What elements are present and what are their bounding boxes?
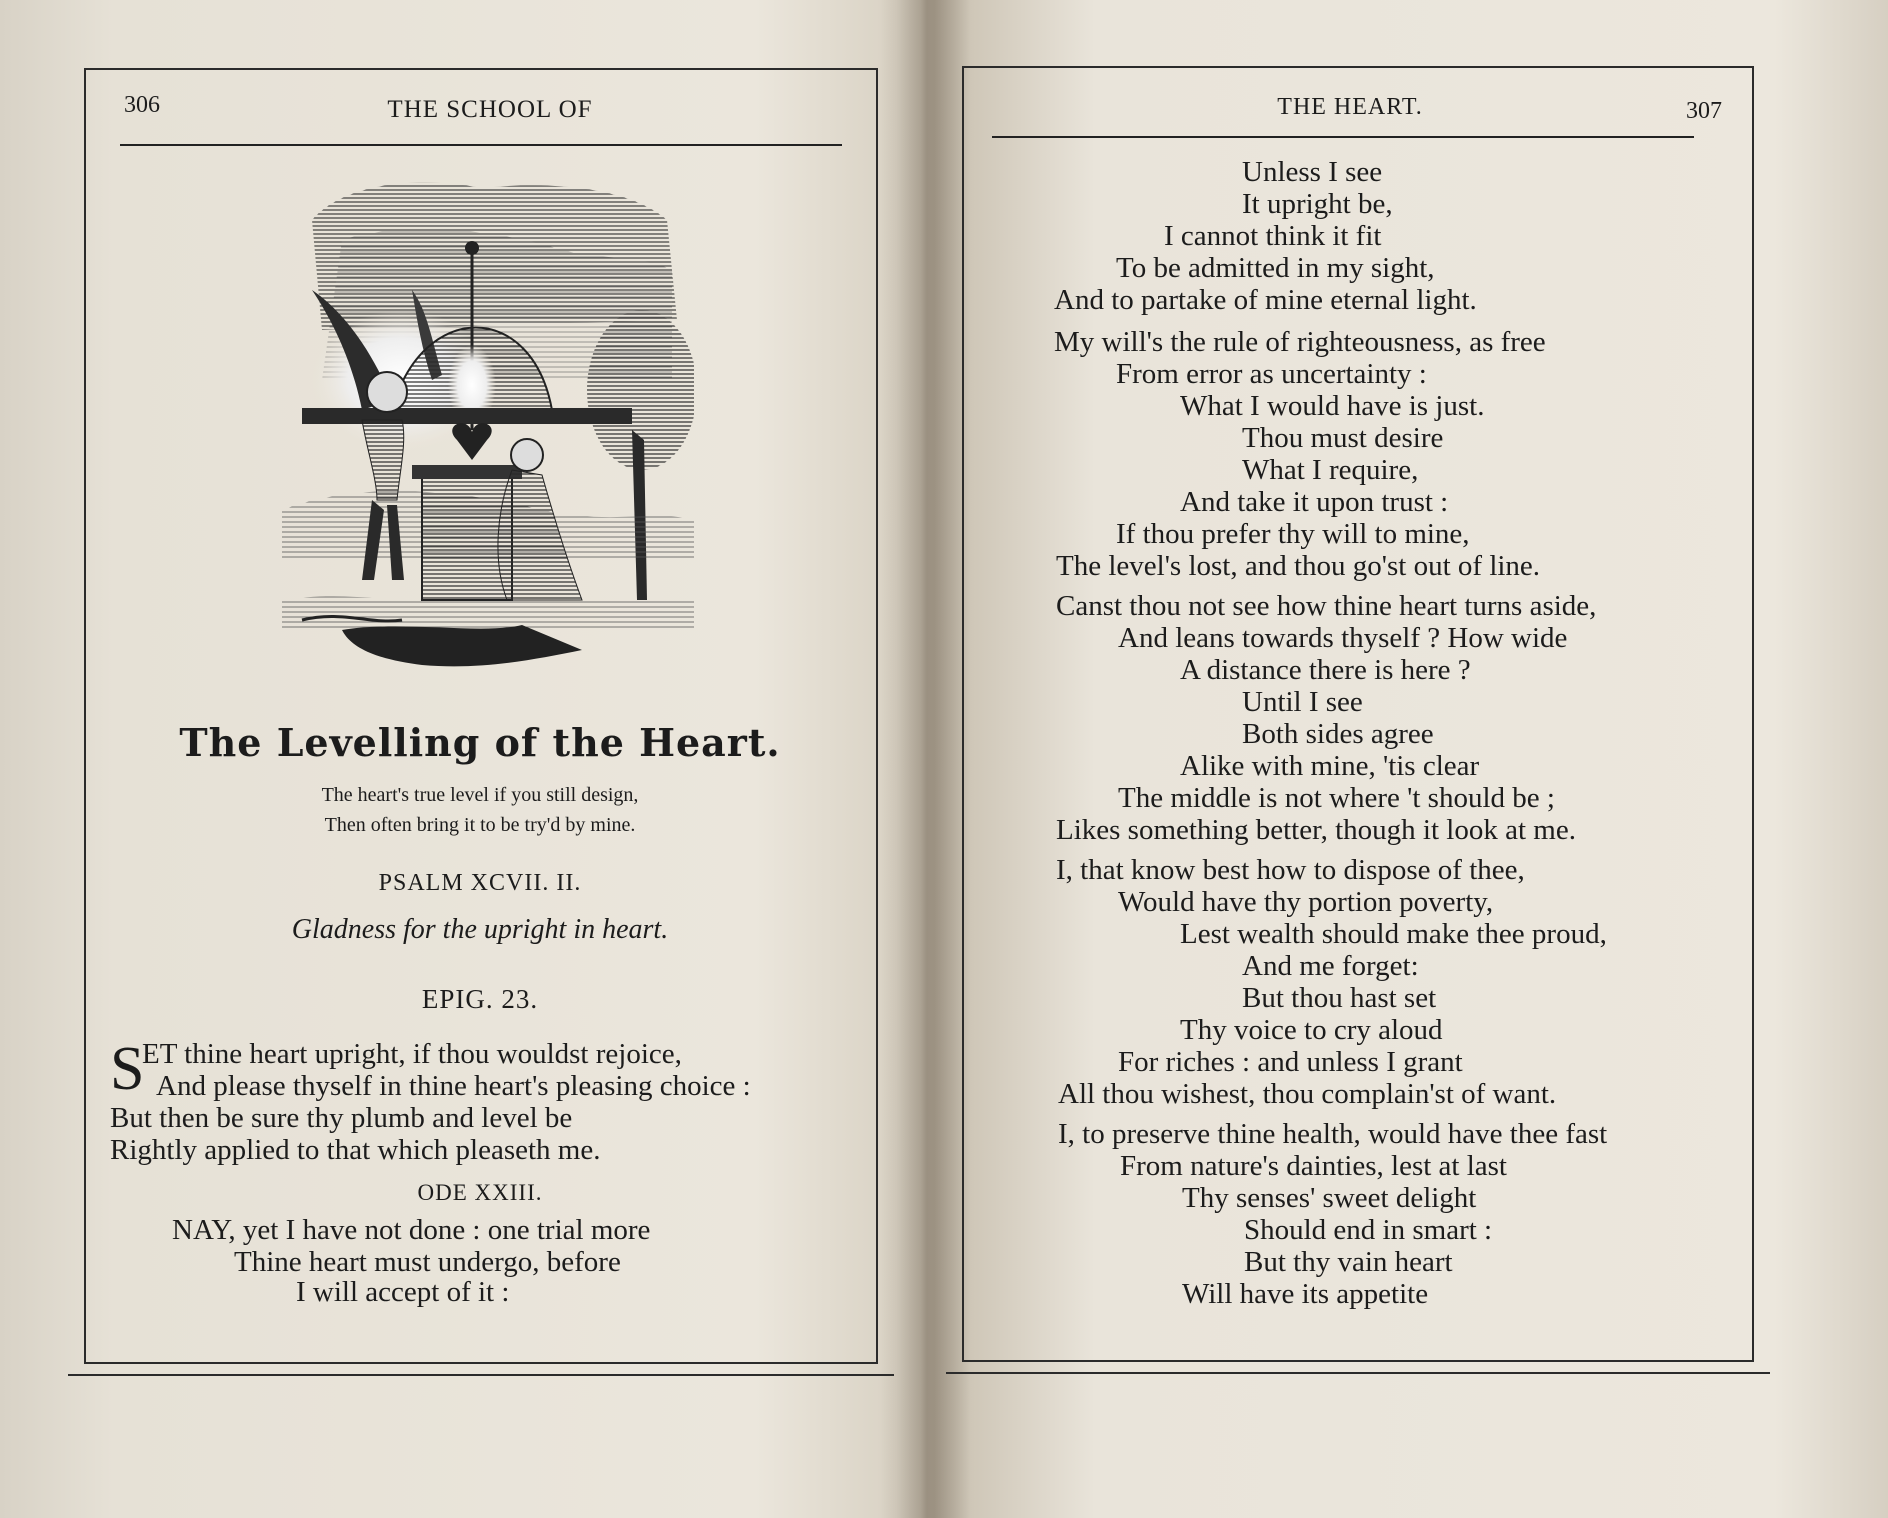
poem-line: My will's the rule of righteousness, as free (1054, 326, 1546, 358)
left-page-number: 306 (124, 92, 160, 118)
poem-line: If thou prefer thy will to mine, (1116, 518, 1470, 550)
ode-line-2: Thine heart must undergo, before (234, 1246, 621, 1278)
couplet-line-1: The heart's true level if you still design, (321, 784, 639, 806)
poem-line: Until I see (1242, 686, 1363, 718)
poem-line: And me forget: (1242, 950, 1419, 982)
poem-line: But thy vain heart (1244, 1246, 1453, 1278)
poem-line: Likes something better, though it look at me. (1056, 814, 1576, 846)
poem-line: To be admitted in my sight, (1116, 252, 1435, 284)
poem-line: Both sides agree (1242, 718, 1434, 750)
poem-line: The middle is not where 't should be ; (1118, 782, 1555, 814)
epig-line-4: Rightly applied to that which pleaseth me. (110, 1134, 601, 1166)
poem-line: Alike with mine, 'tis clear (1180, 750, 1480, 782)
psalm-reference: PSALM XCVII. II. (378, 870, 582, 896)
poem-line: Thou must desire (1242, 422, 1444, 454)
psalm-text: Gladness for the upright in heart. (291, 914, 669, 945)
poem-line: I, to preserve thine health, would have thee fast (1058, 1118, 1608, 1150)
epig-line-3: But then be sure thy plumb and level be (110, 1102, 573, 1134)
epig-line-2: And please thyself in thine heart's pleasing choice : (156, 1070, 751, 1102)
poem-line: From error as uncertainty : (1116, 358, 1427, 390)
poem-line: But thou hast set (1242, 982, 1437, 1014)
poem-line: And take it upon trust : (1180, 486, 1449, 518)
right-head-rule (992, 136, 1694, 138)
emblem-illustration (282, 180, 694, 700)
book-gutter (880, 0, 970, 1518)
left-running-head: THE SCHOOL OF (387, 96, 593, 123)
poem-line: Should end in smart : (1244, 1214, 1493, 1246)
poem-line: From nature's dainties, lest at last (1120, 1150, 1507, 1182)
ode-line-1: NAY, yet I have not done : one trial more (172, 1214, 651, 1246)
couplet-line-2: Then often bring it to be try'd by mine. (324, 814, 636, 836)
epig-line-1: ET thine heart upright, if thou wouldst rejoice, (142, 1038, 682, 1070)
poem-line: I, that know best how to dispose of thee, (1056, 854, 1525, 886)
poem-line: Canst thou not see how thine heart turns aside, (1056, 590, 1597, 622)
emblem-title: The Levelling of the Heart. (179, 720, 781, 765)
poem-line: Thy senses' sweet delight (1182, 1182, 1477, 1214)
right-page-number: 307 (1686, 98, 1722, 124)
poem-line: What I require, (1242, 454, 1419, 486)
poem-line: Unless I see (1242, 156, 1383, 188)
epig-dropcap: S (110, 1035, 145, 1103)
poem-line: Would have thy portion poverty, (1118, 886, 1494, 918)
right-running-head: THE HEART. (1277, 94, 1423, 120)
poem-line: And leans towards thyself ? How wide (1118, 622, 1568, 654)
poem-line: Thy voice to cry aloud (1180, 1014, 1443, 1046)
poem-line: A distance there is here ? (1180, 654, 1471, 686)
poem-line: For riches : and unless I grant (1118, 1046, 1463, 1078)
poem-line: What I would have is just. (1180, 390, 1485, 422)
poem-line: All thou wishest, thou complain'st of want. (1058, 1078, 1557, 1110)
left-head-rule (120, 144, 842, 146)
ode-reference: ODE XXIII. (417, 1180, 543, 1205)
poem-line: Will have its appetite (1182, 1278, 1429, 1310)
ode-line-3: I will accept of it : (296, 1276, 510, 1308)
poem-line: Lest wealth should make thee proud, (1180, 918, 1607, 950)
epig-reference: EPIG. 23. (421, 984, 539, 1014)
poem-line: It upright be, (1242, 188, 1393, 220)
poem-line: I cannot think it fit (1164, 220, 1382, 252)
poem-line: And to partake of mine eternal light. (1054, 284, 1477, 316)
poem-line: The level's lost, and thou go'st out of line. (1056, 550, 1541, 582)
